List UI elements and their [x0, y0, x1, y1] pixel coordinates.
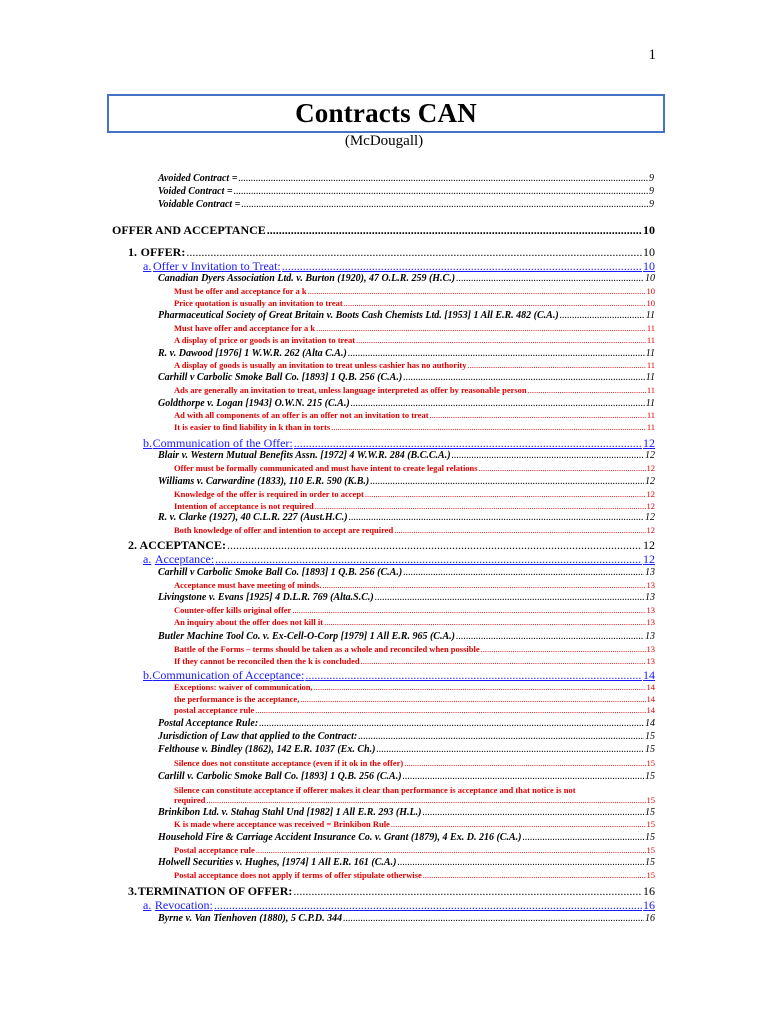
dot-leader	[356, 336, 646, 345]
toc-entry-label: Carlill v. Carbolic Smoke Ball Co. [1893] 1 Q.B. 256 (C.A.)	[158, 771, 402, 782]
dot-leader	[375, 593, 644, 603]
dot-leader	[560, 311, 645, 321]
toc-entry-page: 15	[646, 819, 655, 829]
toc-entry-page: 10	[643, 223, 655, 237]
toc-entry-label: Butler Machine Tool Co. v. Ex-Cell-O-Corp [1979] 1 All E.R. 965 (C.A.)	[158, 631, 455, 642]
toc-entry-label: Silence can constitute acceptance if offerer makes it clear than performance is acceptance and that notice is not	[174, 785, 576, 795]
toc-entry[interactable]	[174, 411, 655, 420]
toc-entry-page: 15	[645, 744, 655, 755]
toc-entry-label: Brinkibon Ltd. v. Stahag Stahl Und [1982] 1 All E.R. 293 (H.L.)	[158, 807, 422, 818]
toc-entry[interactable]	[174, 820, 655, 829]
dot-leader	[391, 820, 646, 829]
toc-entry-page: 12	[645, 450, 655, 461]
toc-entry-label: Williams v. Carwardine (1833), 110 E.R. 590 (K.B.)	[158, 476, 370, 487]
toc-entry-number: a.	[143, 259, 152, 273]
toc-entry[interactable]	[174, 645, 655, 654]
toc-entry[interactable]	[128, 539, 655, 551]
toc-entry[interactable]	[143, 669, 655, 681]
dot-leader	[404, 759, 645, 768]
toc-entry-label: Jurisdiction of Law that applied to the Contract:	[158, 731, 358, 742]
toc-entry-label: Intention of acceptance is not required	[174, 501, 314, 511]
toc-entry[interactable]	[158, 174, 654, 184]
toc-entry-page: 9	[649, 186, 654, 197]
toc-entry-label: Must be offer and acceptance for a k	[174, 286, 307, 296]
toc-entry-page: 15	[645, 832, 655, 843]
toc-entry-number: 1.	[128, 245, 137, 259]
dot-leader	[456, 274, 644, 284]
toc-entry[interactable]	[158, 833, 655, 843]
dot-leader	[308, 287, 646, 296]
toc-entry-page: 13	[645, 631, 655, 642]
dot-leader	[324, 618, 645, 627]
toc-entry[interactable]	[158, 914, 655, 924]
toc-entry[interactable]	[174, 299, 655, 308]
toc-entry[interactable]	[158, 732, 655, 742]
toc-entry-page: 11	[645, 372, 655, 383]
toc-entry-label: postal acceptance rule	[174, 705, 255, 715]
document-subtitle: (McDougall)	[344, 133, 424, 149]
toc-entry-page: 12	[646, 489, 655, 499]
toc-entry-page: 12	[646, 525, 655, 535]
toc-entry[interactable]	[174, 581, 655, 590]
toc-entry-page: 13	[646, 656, 655, 666]
toc-entry-page: 15	[646, 795, 655, 805]
toc-entry-label: Ads are generally an invitation to treat, unless language interpreted as offer by reasonable person	[174, 385, 527, 395]
dot-leader	[479, 464, 646, 473]
toc-entry[interactable]	[174, 526, 655, 535]
toc-entry-label: Acceptance:	[154, 552, 215, 566]
dot-leader	[403, 772, 644, 782]
toc-entry-page: 15	[646, 845, 655, 855]
toc-entry-label: Silence does not constitute acceptance (even if it ok in the offer)	[174, 758, 404, 768]
toc-entry[interactable]	[158, 349, 655, 359]
dot-leader	[397, 858, 644, 868]
toc-entry-label: Voided Contract =	[158, 186, 233, 197]
dot-leader	[227, 539, 642, 551]
toc-entry-page: 13	[646, 580, 655, 590]
title-box	[107, 94, 665, 133]
toc-entry-label: Household Fire & Carriage Accident Insurance Co. v. Grant (1879), 4 Ex. D. 216 (C.A.)	[158, 832, 522, 843]
toc-entry-label: A display of goods is usually an invitation to treat unless cashier has no authority	[174, 360, 467, 370]
toc-entry[interactable]	[158, 311, 655, 321]
toc-entry[interactable]	[112, 224, 655, 236]
toc-entry-label: required	[174, 795, 206, 805]
toc-entry-page: 12	[646, 501, 655, 511]
toc-entry-label: R. v. Dawood [1976] 1 W.W.R. 262 (Alta C.A.)	[158, 348, 347, 359]
dot-leader	[314, 683, 646, 692]
toc-entry-label: Carhill v Carbolic Smoke Ball Co. [1893] 1 Q.B. 256 (C.A.)	[158, 372, 403, 383]
dot-leader	[186, 246, 642, 258]
toc-entry-page: 14	[646, 694, 655, 704]
toc-entry-label: A display of price or goods is an invitation to treat	[174, 335, 356, 345]
toc-entry[interactable]	[158, 858, 655, 868]
toc-entry-page: 11	[645, 398, 655, 409]
toc-entry-page: 12	[645, 512, 655, 523]
toc-entry[interactable]	[143, 260, 655, 272]
toc-entry[interactable]	[158, 808, 655, 818]
dot-leader	[293, 885, 642, 897]
toc-entry[interactable]	[158, 593, 655, 603]
dot-leader	[423, 871, 646, 880]
toc-entry[interactable]	[158, 399, 655, 409]
document-title: Contracts CAN	[295, 98, 477, 128]
toc-entry[interactable]	[174, 386, 655, 395]
toc-entry[interactable]	[174, 336, 655, 345]
toc-entry-label: Avoided Contract =	[158, 173, 238, 184]
dot-leader	[351, 399, 645, 409]
toc-entry-page: 11	[646, 385, 655, 395]
toc-entry-label: Byrne v. Van Tienhoven (1880), 5 C.P.D. 344	[158, 913, 343, 924]
dot-leader	[234, 187, 648, 197]
toc-entry-label: Communication of Acceptance:	[152, 668, 305, 682]
toc-entry-label: Offer must be formally communicated and must have intent to create legal relations	[174, 463, 478, 473]
toc-entry[interactable]	[158, 513, 655, 523]
toc-entry-label: Knowledge of the offer is required in order to accept	[174, 489, 364, 499]
toc-entry-page: 12	[643, 436, 655, 450]
dot-leader	[481, 645, 646, 654]
toc-entry-label: Carhill v Carbolic Smoke Ball Co. [1893] 1 Q.B. 256 (C.A.)	[158, 567, 403, 578]
toc-entry-page: 10	[646, 286, 655, 296]
toc-entry[interactable]	[158, 451, 655, 461]
dot-leader	[316, 324, 646, 333]
dot-leader	[522, 833, 644, 843]
dot-leader	[349, 513, 644, 523]
toc-entry-page: 11	[645, 310, 655, 321]
toc-entry-page: 14	[643, 668, 655, 682]
toc-entry[interactable]	[174, 606, 655, 615]
toc-entry[interactable]	[174, 786, 655, 795]
toc-entry-page: 15	[645, 771, 655, 782]
toc-entry[interactable]	[174, 695, 655, 704]
toc-entry[interactable]	[174, 657, 655, 666]
toc-entry[interactable]	[158, 477, 655, 487]
dot-leader	[241, 200, 648, 210]
dot-leader	[358, 732, 644, 742]
toc-entry-page: 15	[646, 758, 655, 768]
dot-leader	[361, 657, 646, 666]
toc-entry[interactable]	[128, 246, 655, 258]
toc-entry-page: 14	[646, 705, 655, 715]
dot-leader	[322, 581, 645, 590]
dot-leader	[344, 299, 646, 308]
toc-entry[interactable]	[174, 324, 655, 333]
dot-leader	[452, 451, 644, 461]
toc-entry-label: Exceptions: waiver of communication,	[174, 682, 313, 692]
toc-entry[interactable]	[174, 796, 655, 805]
toc-entry[interactable]	[174, 871, 655, 880]
dot-leader	[305, 669, 642, 681]
toc-entry-page: 14	[646, 682, 655, 692]
dot-leader	[403, 568, 644, 578]
toc-entry-number: 2.	[128, 538, 137, 552]
dot-leader	[206, 796, 645, 805]
toc-entry-page: 13	[645, 592, 655, 603]
toc-entry[interactable]	[158, 745, 655, 755]
toc-entry[interactable]	[174, 502, 655, 511]
dot-leader	[365, 490, 646, 499]
toc-entry-page: 9	[649, 173, 654, 184]
dot-leader	[238, 174, 648, 184]
toc-entry-label: Postal Acceptance Rule:	[158, 718, 259, 729]
toc-entry[interactable]	[143, 437, 655, 449]
toc-entry-label: the performance is the acceptance,	[174, 694, 300, 704]
toc-entry[interactable]	[143, 553, 655, 565]
toc-entry-page: 11	[646, 360, 655, 370]
toc-entry-label: Revocation:	[154, 898, 213, 912]
toc-entry[interactable]	[174, 618, 655, 627]
dot-leader	[300, 695, 645, 704]
toc-entry-page: 10	[646, 298, 655, 308]
toc-entry-number: a.	[143, 898, 152, 912]
toc-entry[interactable]	[174, 464, 655, 473]
toc-entry-page: 13	[646, 617, 655, 627]
toc-entry-label: Must have offer and acceptance for a k	[174, 323, 316, 333]
toc-entry-label: Goldthorpe v. Logan [1943] O.W.N. 215 (C.A.)	[158, 398, 350, 409]
toc-entry-page: 12	[643, 552, 655, 566]
toc-entry-page: 16	[645, 913, 655, 924]
dot-leader	[422, 808, 644, 818]
toc-entry[interactable]	[174, 759, 655, 768]
toc-entry[interactable]	[174, 490, 655, 499]
toc-entry[interactable]	[158, 200, 654, 210]
toc-entry-label: Ad with all components of an offer is an offer not an invitation to treat	[174, 410, 429, 420]
dot-leader	[256, 846, 646, 855]
toc-entry-page: 12	[643, 538, 655, 552]
dot-leader	[282, 260, 642, 272]
toc-entry-page: 16	[643, 898, 655, 912]
toc-entry-label: Postal acceptance does not apply if terms of offer stipulate otherwise	[174, 870, 422, 880]
toc-entry[interactable]	[128, 885, 655, 897]
dot-leader	[348, 349, 645, 359]
toc-entry[interactable]	[174, 423, 655, 432]
dot-leader	[294, 437, 642, 449]
toc-entry[interactable]	[174, 846, 655, 855]
toc-entry-page: 11	[646, 335, 655, 345]
dot-leader	[292, 606, 645, 615]
dot-leader	[430, 411, 646, 420]
toc-entry-label: TERMINATION OF OFFER:	[137, 884, 293, 898]
toc-entry-label: If they cannot be reconciled then the k is concluded	[174, 656, 360, 666]
toc-entry-page: 10	[643, 259, 655, 273]
toc-entry-page: 13	[646, 605, 655, 615]
dot-leader	[343, 914, 644, 924]
toc-entry[interactable]	[158, 632, 655, 642]
toc-entry-label: An inquiry about the offer does not kill it	[174, 617, 324, 627]
toc-entry-page: 15	[645, 731, 655, 742]
dot-leader	[215, 553, 642, 565]
toc-entry-label: Offer v Invitation to Treat:	[153, 259, 281, 273]
dot-leader	[267, 224, 642, 236]
toc-entry[interactable]	[158, 719, 655, 729]
dot-leader	[315, 502, 646, 511]
toc-entry-number: b.	[143, 668, 152, 682]
dot-leader	[456, 632, 644, 642]
toc-entry-label: Price quotation is usually an invitation to treat	[174, 298, 343, 308]
toc-entry-label: Livingstone v. Evans [1925] 4 D.L.R. 769 (Alta.S.C.)	[158, 592, 374, 603]
dot-leader	[468, 361, 646, 370]
toc-entry-label: K is made where acceptance was received = Brinkibon Rule	[174, 819, 390, 829]
toc-entry-label: OFFER AND ACCEPTANCE	[112, 223, 266, 237]
toc-entry-page: 11	[646, 410, 655, 420]
toc-entry[interactable]	[174, 361, 655, 370]
toc-entry-label: Voidable Contract =	[158, 199, 241, 210]
toc-entry-number: 3.	[128, 884, 137, 898]
toc-entry-label: Blair v. Western Mutual Benefits Assn. [1972] 4 W.W.R. 284 (B.C.C.A.)	[158, 450, 451, 461]
toc-entry-page: 16	[643, 884, 655, 898]
toc-entry-page: 13	[645, 567, 655, 578]
toc-entry-label: It is easier to find liability in k than in torts	[174, 422, 331, 432]
toc-entry[interactable]	[174, 683, 655, 692]
toc-entry-page: 15	[646, 870, 655, 880]
dot-leader	[255, 706, 645, 715]
toc-entry[interactable]	[174, 287, 655, 296]
toc-entry-label: Pharmaceutical Society of Great Britain v. Boots Cash Chemists Ltd. [1953] 1 All E.R. 482 (C.A.)	[158, 310, 559, 321]
toc-entry-label: ACCEPTANCE:	[139, 538, 226, 552]
toc-entry-page: 10	[645, 273, 655, 284]
toc-entry-label: OFFER:	[140, 245, 186, 259]
toc-entry[interactable]	[158, 568, 655, 578]
toc-entry-label: Acceptance must have meeting of minds.	[174, 580, 322, 590]
toc-entry[interactable]	[174, 706, 655, 715]
toc-entry-page: 15	[645, 807, 655, 818]
toc-entry[interactable]	[158, 187, 654, 197]
toc-entry[interactable]	[158, 373, 655, 383]
dot-leader	[528, 386, 646, 395]
toc-entry-page: 12	[646, 463, 655, 473]
toc-entry-label: Both knowledge of offer and intention to accept are required	[174, 525, 394, 535]
toc-entry-label: Communication of the Offer:	[152, 436, 293, 450]
toc-entry-page: 15	[645, 857, 655, 868]
toc-entry-page: 14	[645, 718, 655, 729]
toc-entry-page: 9	[649, 199, 654, 210]
toc-entry-number: a.	[143, 552, 152, 566]
toc-entry-page: 11	[645, 348, 655, 359]
toc-entry[interactable]	[158, 274, 655, 284]
toc-entry-label: Counter-offer kills original offer	[174, 605, 292, 615]
toc-entry-page: 13	[646, 644, 655, 654]
page-number: 1	[648, 47, 656, 63]
dot-leader	[331, 423, 646, 432]
toc-entry-label: R. v. Clarke (1927), 40 C.L.R. 227 (Aust.H.C.)	[158, 512, 348, 523]
toc-entry-page: 11	[646, 422, 655, 432]
toc-entry-page: 10	[643, 245, 655, 259]
dot-leader	[394, 526, 645, 535]
toc-entry-page: 12	[645, 476, 655, 487]
toc-entry-number: b.	[143, 436, 152, 450]
toc-entry-page: 11	[646, 323, 655, 333]
toc-entry[interactable]	[143, 899, 655, 911]
dot-leader	[214, 899, 642, 911]
toc-entry-label: Holwell Securities v. Hughes, [1974] 1 All E.R. 161 (C.A.)	[158, 857, 397, 868]
dot-leader	[403, 373, 645, 383]
dot-leader	[370, 477, 644, 487]
toc-entry-label: Postal acceptance rule	[174, 845, 255, 855]
toc-entry-label: Canadian Dyers Association Ltd. v. Burton (1920), 47 O.L.R. 259 (H.C.)	[158, 273, 456, 284]
toc-entry-label: Felthouse v. Bindley (1862), 142 E.R. 1037 (Ex. Ch.)	[158, 744, 376, 755]
toc-entry[interactable]	[158, 772, 655, 782]
dot-leader	[259, 719, 644, 729]
toc-entry-label: Battle of the Forms – terms should be taken as a whole and reconciled when possible	[174, 644, 480, 654]
dot-leader	[376, 745, 644, 755]
